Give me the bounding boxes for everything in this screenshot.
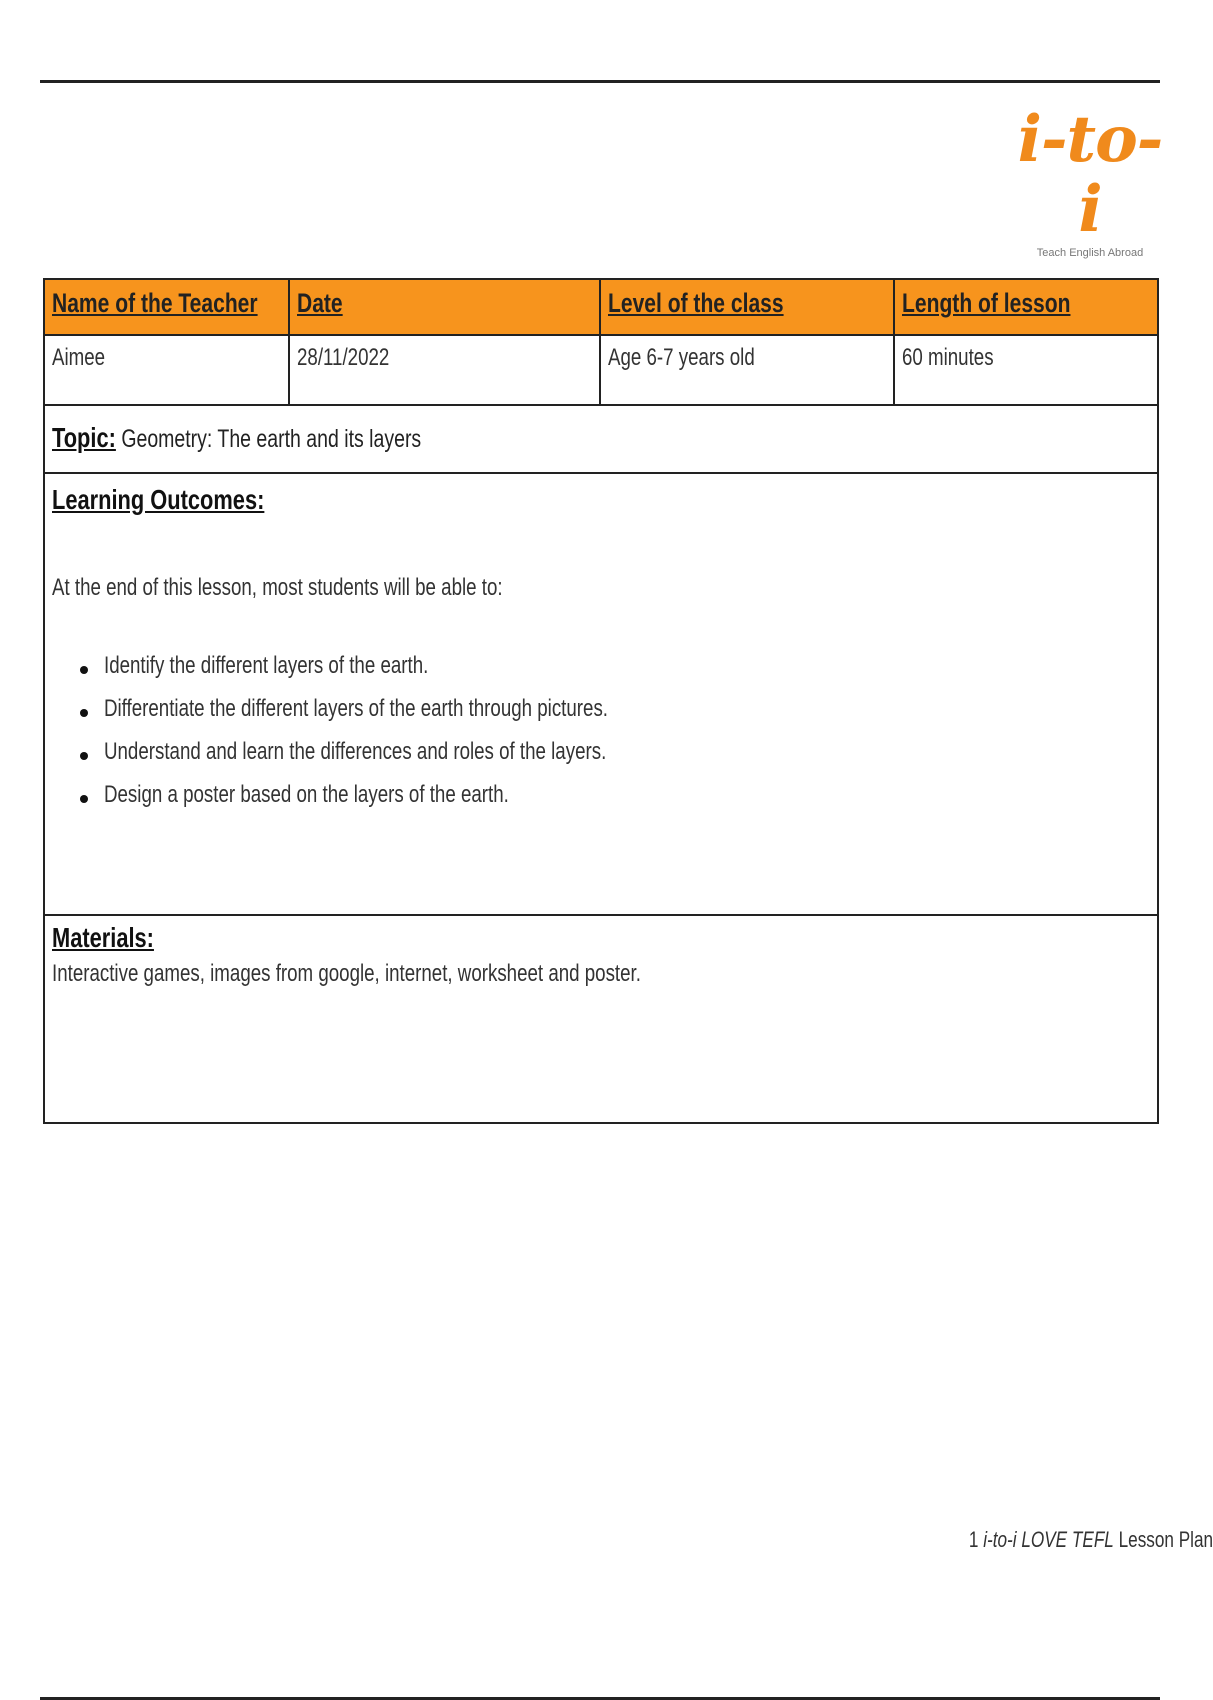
header-row [44,279,1158,335]
footer-suffix: Lesson Plan [1118,1527,1213,1552]
outcome-text: Design a poster based on the layers of the earth. [104,781,509,808]
topic-text: Geometry: The earth and its layers [121,425,422,453]
materials-cell [44,915,1158,1123]
materials-text: Interactive games, images from google, internet, worksheet and poster. [52,960,641,987]
footer-line [969,1527,1213,1553]
outcome-text: Differentiate the different layers of the earth through pictures. [104,695,609,722]
logo-tagline: Teach English Abroad [1036,247,1144,259]
topic-row [44,405,1158,473]
i-to-i-logo [1015,102,1165,259]
footer-brand: i-to-i LOVE TEFL [983,1527,1114,1552]
level-cell [600,335,894,405]
page-number: 1 [968,1527,979,1552]
list-item [80,738,1150,781]
length-value: 60 minutes [902,344,994,371]
length-header-cell [894,279,1158,335]
outcome-text: Understand and learn the differences and roles of the layers. [104,738,607,765]
learning-outcomes-label: Learning Outcomes: [52,484,265,515]
length-cell [894,335,1158,405]
list-item [80,652,1150,695]
teacher-value: Aimee [52,344,106,371]
top-rule [40,80,1160,83]
date-header-cell [289,279,600,335]
topic-cell [44,405,1158,473]
teacher-header-cell [44,279,289,335]
topic-label: Topic: [52,422,116,453]
date-label: Date [297,288,343,318]
level-value: Age 6-7 years old [608,344,755,371]
date-value: 28/11/2022 [297,344,390,371]
teacher-cell [44,335,289,405]
level-label: Level of the class [608,288,784,318]
lesson-plan-table [43,278,1159,1124]
outcomes-list [80,652,1150,824]
list-item [80,695,1150,738]
values-row [44,335,1158,405]
materials-row [44,915,1158,1123]
page-footer [900,1527,1213,1553]
level-header-cell [600,279,894,335]
learning-outcomes-cell [44,473,1158,915]
learning-outcomes-intro: At the end of this lesson, most students will be able to: [52,574,503,601]
outcome-text: Identify the different layers of the earth. [104,652,429,679]
topic-line [52,422,421,454]
length-label: Length of lesson [902,288,1071,318]
list-item [80,781,1150,824]
materials-label: Materials: [52,922,154,953]
learning-outcomes-row [44,473,1158,915]
logo-mark: i-to-i [1017,102,1163,247]
teacher-label: Name of the Teacher [52,288,258,318]
date-cell [289,335,600,405]
